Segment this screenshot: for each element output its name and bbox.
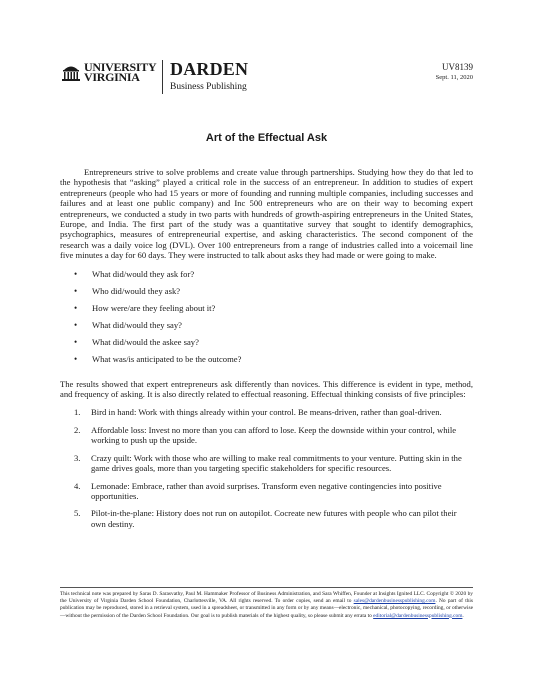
document-body — [60, 167, 473, 536]
results-paragraph: The results showed that expert entrepreneurs ask differently than novices. This difference is evident in type, method, and frequency of asking. It is also directly related to effectual reasoning. Effectual thinking consists of five principles: — [60, 378, 473, 400]
rotunda-icon — [60, 62, 82, 82]
principle-item — [74, 425, 473, 446]
principle-text: Lemonade: Embrace, rather than avoid surprises. Transform even negative contingencies into positive opportunities. — [91, 480, 442, 501]
case-date: Sept. 11, 2020 — [435, 74, 473, 81]
intro-paragraph: Entrepreneurs strive to solve problems and create value through partnerships. Studying how they do that led to the hypothesis that “asking” played a critical role in the success of an entrepreneur. In addition to studies of expert entrepreneurs (people who had 15 years or more of founding and running multiple companies, including successes and failures and at least one public company) and Inc 500 entrepreneurs who are on their way to becoming expert entrepreneurs, we conducted a study in two parts with hundreds of growth-aspiring entrepreneurs in the United States, Europe, and India. The first part of the study was a quantitative survey that sought to identify demographics, psychographics, measures of entrepreneurial expertise, and asking characteristics. The second component of the research was a daily voice log (DVL). Over 100 entrepreneurs from a range of industries called into a voicemail line five minutes a day for 60 days. They were instructed to talk about asks they had made or were going to make. — [60, 167, 473, 261]
principle-item — [74, 407, 473, 417]
principle-item — [74, 481, 473, 502]
principle-text: Crazy quilt: Work with those who are willing to make real commitments to your venture. Putting skin in the game drives goals, more than you targeting specific stakeholders for specific resources. — [91, 452, 462, 474]
footer-text: This technical note was prepared by Saras D. Sarasvathy, Paul M. Hammaker Professor of Business Administration, and Sara Whiffen, Founder at Insights Ignited LLC. Copyright © 2020 by the University of Virginia Darden School Foundation, Charlottesville, VA. All rights reserved. To order copies, send an email to — [60, 591, 473, 605]
sales-email-link[interactable]: sales@dardenbusinesspublishing.com — [353, 598, 436, 605]
uva-line2: VIRGINIA — [84, 70, 140, 84]
copyright-footer — [60, 587, 473, 620]
page-header — [60, 60, 473, 94]
case-number: UV8139 — [442, 62, 473, 72]
darden-wordmark: DARDEN — [170, 59, 249, 79]
principle-text: Pilot-in-the-plane: History does not run on autopilot. Cocreate new futures with people who can pilot their own destiny. — [91, 508, 457, 529]
principle-number: 5. — [74, 508, 81, 519]
principle-number: 2. — [74, 424, 81, 435]
case-info — [436, 62, 473, 82]
principle-item — [74, 453, 473, 474]
darden-logo — [170, 60, 248, 93]
principle-text: Bird in hand: Work with things already within your control. Be means-driven, rather than goal-driven. — [91, 407, 442, 418]
question-list — [74, 269, 473, 371]
footer-text: . — [462, 612, 464, 619]
header-divider — [162, 60, 163, 94]
principle-number: 1. — [74, 407, 81, 418]
list-item: • How were/are they feeling about it? — [74, 303, 473, 320]
footer-text: . No part of this publication may be reproduced, stored in a retrieval system, used in a spreadsheet, or transmitted in any form or by any means—electronic, mechanical, photocopying, recording, or otherwise—without the permission of the Darden School Foundation. Our goal is to publish materials of the highest quality, so please submit any errata to — [60, 598, 473, 619]
list-item: • What did/would they ask for? — [74, 269, 473, 286]
principle-item — [74, 508, 473, 529]
principle-number: 3. — [74, 452, 81, 463]
uva-line1: UNIVERSITY — [84, 60, 157, 74]
principle-text: Affordable loss: Invest no more than you can afford to lose. Keep the downside within your control, while working to push up the upside. — [91, 424, 457, 446]
uva-logo — [60, 62, 156, 82]
list-item: • Who did/would they ask? — [74, 286, 473, 303]
principle-number: 4. — [74, 480, 81, 491]
list-item: • What did/would they say? — [74, 320, 473, 337]
editorial-email-link[interactable]: editorial@dardenbusinesspublishing.com — [373, 612, 463, 619]
principles-list — [74, 407, 473, 529]
list-item: • What was/is anticipated to be the outcome? — [74, 354, 473, 371]
business-publishing: Business Publishing — [170, 82, 247, 92]
list-item: • What did/would the askee say? — [74, 337, 473, 354]
document-title: Art of the Effectual Ask — [205, 132, 328, 144]
